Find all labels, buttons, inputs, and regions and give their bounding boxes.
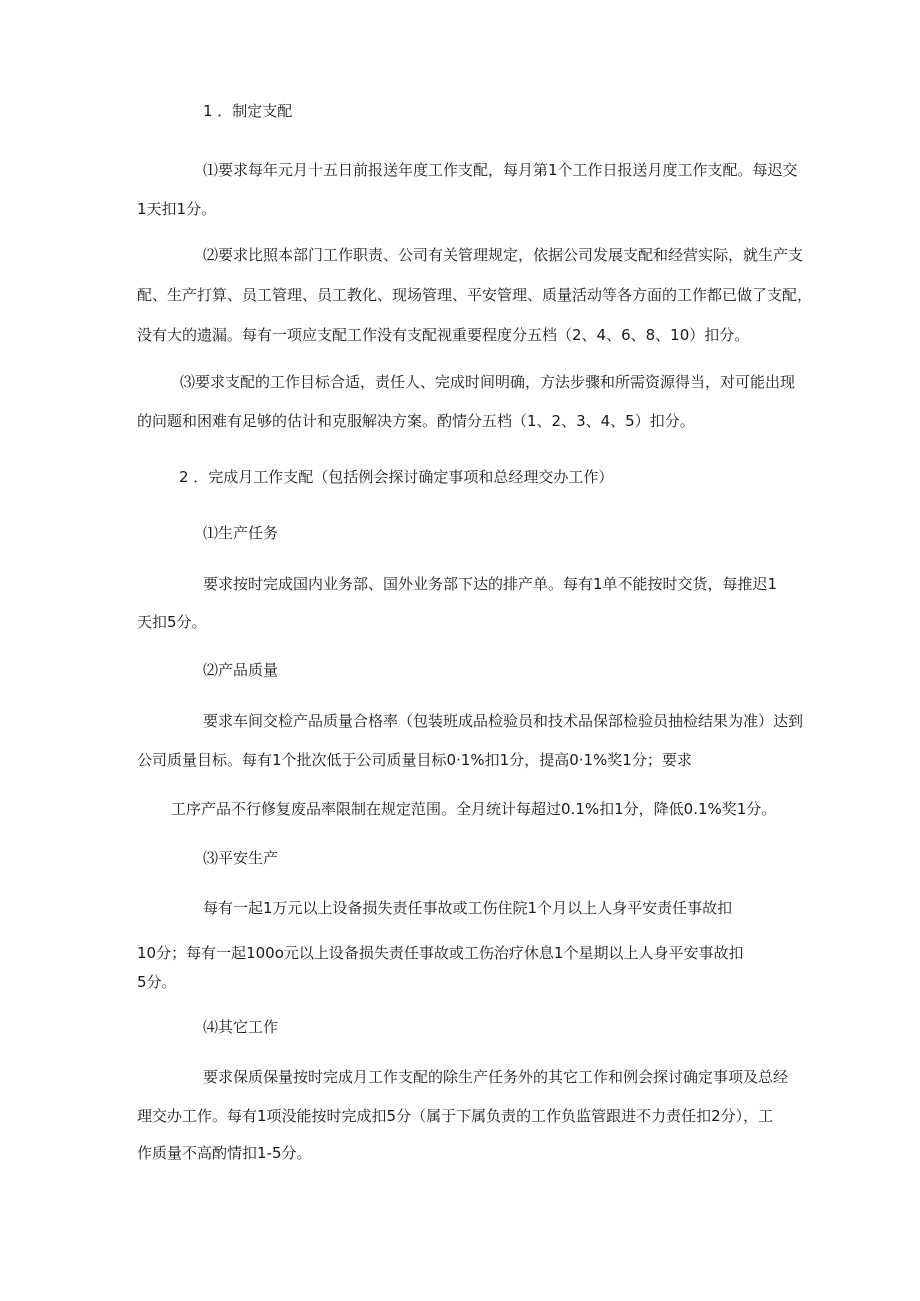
paragraph-line: 理交办工作。每有1项没能按时完成扣5分（属于下属负责的工作负监管跟进不力责任扣2分），工 [137,1107,774,1125]
paragraph-line: 要求车间交检产品质量合格率（包装班成品检验员和技术品保部检验员抽检结果为准）达到 [203,712,804,730]
paragraph-line: 配、生产打算、员工管理、员工教化、现场管理、平安管理、质量活动等各方面的工作都已做了支配， [137,286,813,304]
paragraph-line: 工序产品不行修复废品率限制在规定范围。全月统计每超过0.1%扣1分，降低0.1%奖1分。 [171,800,777,818]
paragraph-line: 没有大的遗漏。每有一项应支配工作没有支配视重要程度分五档（2、4、6、8、10）扣分。 [137,326,750,344]
paragraph-line: 作质量不高酌情扣1-5分。 [137,1144,312,1162]
paragraph-line: ⑵要求比照本部门工作职责、公司有关管理规定，依据公司发展支配和经营实际，就生产支 [203,246,804,264]
subheading: ⑷其它工作 [203,1018,279,1036]
paragraph-line: 1天扣1分。 [137,200,217,218]
paragraph-line: 要求按时完成国内业务部、国外业务部下达的排产单。每有1单不能按时交货，每推迟1 [203,575,778,593]
paragraph-line: 公司质量目标。每有1个批次低于公司质量目标0·1%扣1分，提高0·1%奖1分；要求 [137,751,692,769]
paragraph-line: 每有一起1万元以上设备损失责任事故或工伤住院1个月以上人身平安责任事故扣 [203,899,733,917]
paragraph-line: 要求保质保量按时完成月工作支配的除生产任务外的其它工作和例会探讨确定事项及总经 [203,1068,789,1086]
paragraph-line: 5分。 [137,973,177,991]
subheading: ⑶平安生产 [203,849,279,867]
paragraph-line: 10分；每有一起100o元以上设备损失责任事故或工伤治疗休息1个星期以上人身平安事故扣 [137,944,744,962]
subheading: ⑵产品质量 [203,661,279,679]
paragraph-line: ⑶要求支配的工作目标合适，责任人、完成时间明确，方法步骤和所需资源得当，对可能出现 [180,373,796,391]
section-heading: 1 ．制定支配 [203,102,293,120]
paragraph-line: ⑴要求每年元月十五日前报送年度工作支配，每月第1个工作日报送月度工作支配。每迟交 [203,161,798,179]
paragraph-line: 天扣5分。 [137,613,207,631]
section-heading: 2 ．完成月工作支配（包括例会探讨确定事项和总经理交办工作） [179,468,614,486]
subheading: ⑴生产任务 [203,524,279,542]
paragraph-line: 的问题和困难有足够的估计和克服解决方案。酌情分五档（1、2、3、4、5）扣分。 [137,412,695,430]
